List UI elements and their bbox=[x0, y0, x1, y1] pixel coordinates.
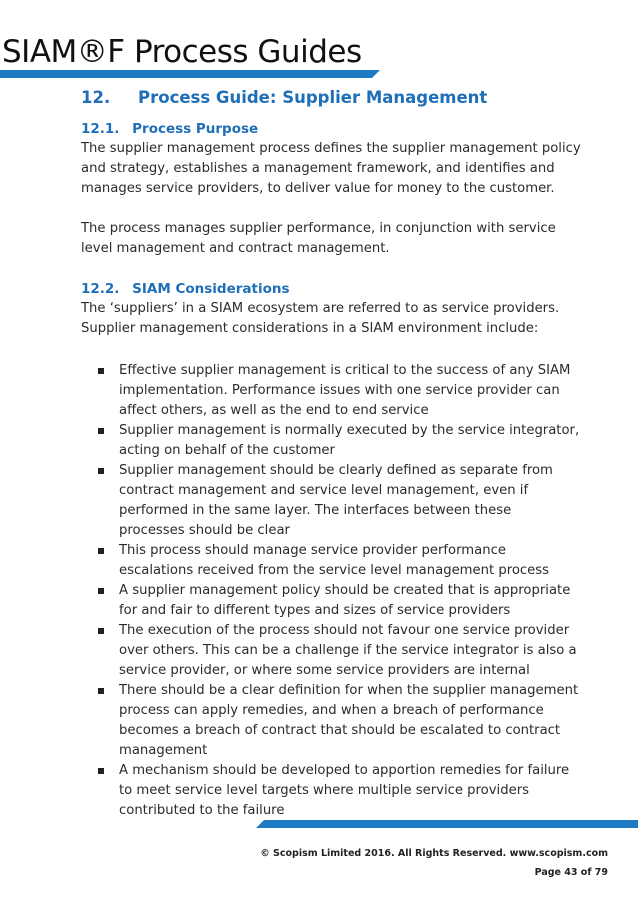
page-title: SIAM®F Process Guides bbox=[2, 34, 362, 70]
list-item: A supplier management policy should be created that is appropriate for and fair to different types and sizes of service providers bbox=[81, 581, 581, 621]
list-item: The execution of the process should not favour one service provider over others. This can be a challenge if the service integrator is also a service provider, or where some service providers are internal bbox=[81, 621, 581, 681]
square-bullet-icon bbox=[98, 368, 104, 374]
list-item: Supplier management should be clearly defined as separate from contract management and service level management, even if performed in the same layer. The interfaces between these processes should be clear bbox=[81, 461, 581, 541]
square-bullet-icon bbox=[98, 688, 104, 694]
square-bullet-icon bbox=[98, 588, 104, 594]
section-heading bbox=[81, 88, 581, 107]
document-body bbox=[81, 88, 581, 821]
square-bullet-icon bbox=[98, 548, 104, 554]
square-bullet-icon bbox=[98, 428, 104, 434]
subsection-title: Process Purpose bbox=[132, 121, 259, 137]
paragraph: The process manages supplier performance, in conjunction with service level management and contract management. bbox=[81, 221, 556, 256]
square-bullet-icon bbox=[98, 628, 104, 634]
square-bullet-icon bbox=[98, 468, 104, 474]
list-item: This process should manage service provider performance escalations received from the service level management process bbox=[81, 541, 581, 581]
copyright-notice: © Scopism Limited 2016. All Rights Reserved. www.scopism.com bbox=[260, 848, 608, 859]
section-title: Process Guide: Supplier Management bbox=[138, 88, 488, 107]
subsection-number: 12.1. bbox=[81, 121, 120, 137]
subsection-heading-considerations bbox=[81, 281, 581, 297]
subsection-title: SIAM Considerations bbox=[132, 281, 290, 297]
paragraph: The ‘suppliers’ in a SIAM ecosystem are referred to as service providers. Supplier management considerations in a SIAM environment include: bbox=[81, 301, 560, 336]
list-item: A mechanism should be developed to apportion remedies for failure to meet service level targets where multiple service providers contributed to the failure bbox=[81, 761, 581, 821]
page-number: Page 43 of 79 bbox=[534, 867, 608, 878]
list-item: Effective supplier management is critical to the success of any SIAM implementation. Performance issues with one service provider can affect others, as well as the end to end service bbox=[81, 361, 581, 421]
square-bullet-icon bbox=[98, 768, 104, 774]
subsection-number: 12.2. bbox=[81, 281, 120, 297]
section-number: 12. bbox=[81, 88, 111, 107]
considerations-list bbox=[81, 361, 581, 821]
list-item: There should be a clear definition for when the supplier management process can apply remedies, and when a breach of performance becomes a breach of contract that should be escalated to contract management bbox=[81, 681, 581, 761]
paragraph: The supplier management process defines the supplier management policy and strategy, establishes a management framework, and identifies and manages service providers, to deliver value for money to the customer. bbox=[81, 141, 581, 196]
list-item: Supplier management is normally executed by the service integrator, acting on behalf of the customer bbox=[81, 421, 581, 461]
subsection-heading-purpose bbox=[81, 121, 581, 137]
header-accent-bar bbox=[0, 70, 372, 78]
footer-accent-bar bbox=[264, 820, 638, 828]
